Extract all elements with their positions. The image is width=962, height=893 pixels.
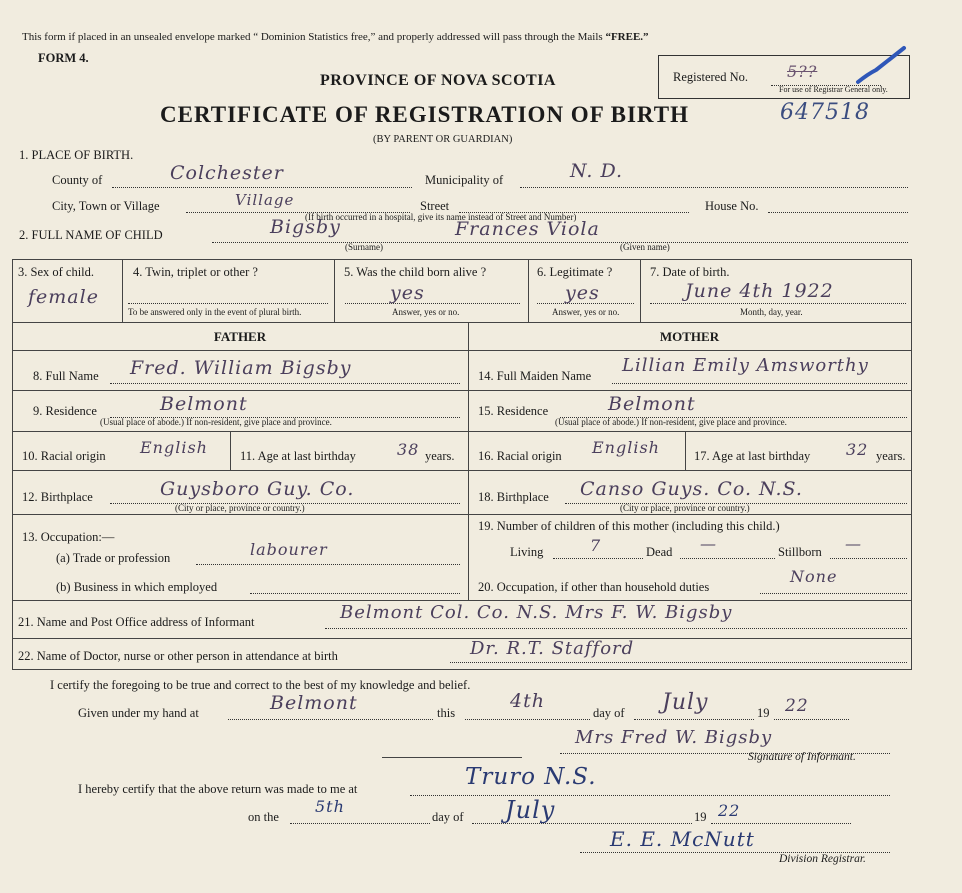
registrar-signature: E. E. McNutt [610,827,755,851]
given-place-value: Belmont [270,692,358,714]
given-day-value: 4th [510,690,545,712]
living-value: 7 [590,536,602,555]
mother-residence-value: Belmont [608,393,696,415]
child-given-name: Frances Viola [455,218,600,240]
dead-value: — [700,534,717,553]
father-name-value: Fred. William Bigsby [130,357,352,379]
county-value: Colchester [170,162,284,184]
father-racial-origin-value: English [140,438,208,457]
stillborn-value: — [845,534,862,553]
city-value: Village [235,191,295,209]
given-month-value: July [662,690,709,715]
father-heading: FATHER [213,329,267,344]
given-year-value: 22 [785,696,809,716]
place-of-birth-heading: 1. PLACE OF BIRTH. [19,148,134,162]
checkmark-icon [854,44,909,89]
doctor-value: Dr. R.T. Stafford [470,638,635,659]
mother-occupation-value: None [790,567,838,586]
registrar-month-value: July [505,796,556,824]
page-title: CERTIFICATE OF REGISTRATION OF BIRTH [160,102,689,127]
mother-age-value: 32 [846,440,869,459]
page-subtitle: (BY PARENT OR GUARDIAN) [373,134,513,145]
sex-value: female [28,286,99,308]
registrar-box: Registered No. 5?? For use of Registrar General only. [658,55,910,99]
father-age-value: 38 [397,440,420,459]
father-residence-value: Belmont [160,393,248,415]
date-of-birth-value: June 4th 1922 [685,280,834,302]
child-surname: Bigsby [270,216,341,238]
registered-number: 5?? [787,62,818,81]
certify-statement: I certify the foregoing to be true and correct to the best of my knowledge and belief. [50,678,471,692]
registrar-place-value: Truro N.S. [465,764,597,790]
mother-heading: MOTHER [659,329,720,344]
informant-signature: Mrs Fred W. Bigsby [575,727,773,748]
registrar-year-value: 22 [718,801,741,820]
mail-notice: This form if placed in an unsealed envelope marked “ Dominion Statistics free,” and properly addressed will pass through the Mails “FREE.” [22,31,649,43]
registrar-day-value: 5th [315,797,345,816]
trade-value: labourer [250,540,328,559]
municipality-value: N. D. [570,160,624,182]
certificate-number: 647518 [780,100,870,125]
informant-value: Belmont Col. Co. N.S. Mrs F. W. Bigsby [340,602,733,623]
child-name-label: 2. FULL NAME OF CHILD [19,228,163,242]
signature-caption: Signature of Informant. [748,751,856,763]
province-heading: PROVINCE OF NOVA SCOTIA [320,72,556,89]
form-number: FORM 4. [38,51,89,65]
registrar-caption: Division Registrar. [779,853,866,865]
birth-certificate: This form if placed in an unsealed envelope marked “ Dominion Statistics free,” and properly addressed will pass through the Mails “FREE.” FORM 4. PROVINCE OF NOVA SCOTIA CERTIFICATE OF REGISTRATION OF BIRTH (BY PARENT OR GUARDIAN) 647518 Registered No. 5?? For use of Registrar General only. 1. PLACE OF BIRTH. County of Colchester Municipality of N. D. City, Town or Village Village Street (If birth occurred in a hospital, give its name instead of Street and Number) House No. 2. FULL NAME OF CHILD Bigsby Frances Viola (Surname) (Given name) 3. Sex of child. female 4. Twin, triplet or other ? To be answered only in the event of plural birth. 5. Was the child born alive ? yes Answer, yes or no. 6. Legitimate ? yes Answer, yes or no. 7. Date of birth. June 4th 1922 Month, day, year. FATHER MOTHER 8. Full Name Fred. William Bigsby 9. Residence Belmont (Usual place of abode.) If non-resident, give place and province. 10. Racial origin English 11. Age at last birthday 38 years. 12. Birthplace Guysboro Guy. Co. (City or place, province or country.) 13. Occupation:— (a) Trade or profession labourer (b) Business in which employed 14. Full Maiden Name Lillian Emily Amsworthy 15. Residence Belmont (Usual place of abode.) If non-resident, give place and province. 16. Racial origin English 17. Age at last birthday 32 years. 18. Birthplace Canso Guys. Co. N.S. (City or place, province or country.) 19. Number of children of this mother (including this child.) Living 7 Dead — Stillborn — 20. Occupation, if other than household duties None 21. Name and Post Office address of Informant Belmont Col. Co. N.S. Mrs F. W. Bigsby 22. Name of Doctor, nurse or other person in attendance at birth Dr. R.T. Stafford I certify the foregoing to be true and correct to the best of my knowledge and belief. Given under my hand at Belmont this 4th day of July 19 22 Mrs Fred W. Bigsby Signature of Informant. I hereby certify that the above return was made to me at Truro N.S. on the 5th day of July 19 22 E. E. McNutt Division Registrar. [0,0,962,893]
legitimate-value: yes [565,282,600,304]
mother-name-value: Lillian Emily Amsworthy [622,355,869,376]
mother-racial-origin-value: English [592,438,660,457]
father-birthplace-value: Guysboro Guy. Co. [160,478,355,500]
mother-birthplace-value: Canso Guys. Co. N.S. [580,478,803,500]
registrar-statement: I hereby certify that the above return was made to me at [78,782,358,796]
born-alive-value: yes [390,282,425,304]
